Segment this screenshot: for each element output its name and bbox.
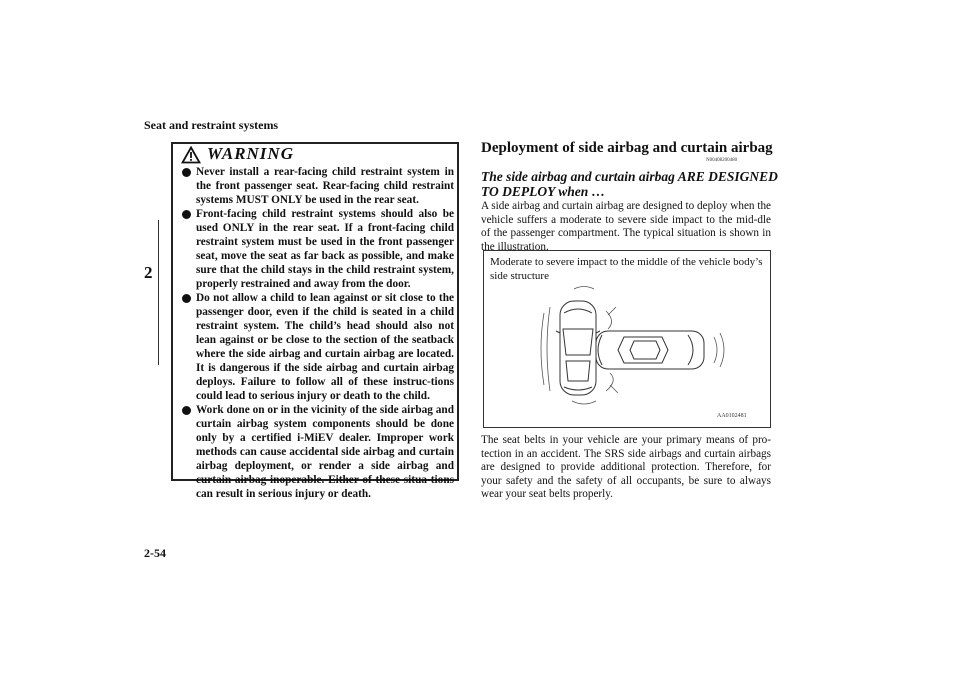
illustration-caption: Moderate to severe impact to the middle of the vehicle body’s side structure (490, 256, 763, 282)
warning-list (182, 165, 454, 501)
paragraph-seat-belts: The seat belts in your vehicle are your primary means of pro-tection in an accident. The SRS side airbags and curtain airbags are designed to provide additional protection. Therefore, for your safety and the safety of all occupants, be sure to always wear your seat belts properly. (481, 434, 771, 501)
page-number: 2-54 (144, 546, 166, 560)
warning-item (182, 403, 454, 501)
section-title: Deployment of side airbag and curtain airbag (481, 140, 773, 156)
warning-header (181, 144, 294, 166)
chapter-marker-line (158, 220, 159, 365)
bullet-icon (182, 406, 191, 415)
bullet-icon (182, 294, 191, 303)
warning-item-text: Front-facing child restraint systems should also be used ONLY in the rear seat. If a front-facing child restraint system must be used in the front passenger seat, move the seat as far back as possible, and make sure that the child stays in the child restraint system, properly restrained and away from the door. (196, 208, 454, 290)
warning-item-text: Never install a rear-facing child restraint system in the front passenger seat. Rear-facing child restraint systems MUST ONLY be used in the rear seat. (196, 166, 454, 206)
illustration-box (483, 250, 771, 428)
side-impact-illustration (484, 251, 770, 427)
paragraph-deploy-conditions: A side airbag and curtain airbag are designed to deploy when the vehicle suffers a moderate to severe side impact to the mid-dle of the passenger compartment. The typical situation is shown in the illustration. (481, 200, 771, 253)
subheading: The side airbag and curtain airbag ARE DESIGNED TO DEPLOY when … (481, 169, 778, 199)
illustration-code: AA0102481 (717, 413, 747, 419)
warning-item (182, 207, 454, 291)
bullet-icon (182, 210, 191, 219)
chapter-number: 2 (144, 263, 153, 282)
warning-box (171, 142, 459, 500)
section-code: N00408200480 (706, 158, 738, 163)
bullet-icon (182, 168, 191, 177)
warning-title: WARNING (207, 144, 294, 163)
warning-item-text: Work done on or in the vicinity of the side airbag and curtain airbag system components should be done only by a certified i-MiEV dealer. Improper work methods can cause accidental side airbag and curtain airbag deployment, or render a side airbag and curtain airbag inoperable. Either of these situa-tions can result in serious injury or death. (196, 404, 454, 500)
warning-triangle-icon (181, 146, 201, 164)
warning-item (182, 165, 454, 207)
warning-item-text: Do not allow a child to lean against or sit close to the passenger door, even if the child is seated in a child restraint system. The child’s head should also not lean against or be close to the section of the seatback where the side airbag and curtain airbag are located. It is dangerous if the side airbag and curtain airbag deploys. Failure to follow all of these instruc-tions could lead to serious injury or death to the child. (196, 292, 454, 402)
warning-item (182, 291, 454, 403)
running-header: Seat and restraint systems (144, 118, 279, 132)
